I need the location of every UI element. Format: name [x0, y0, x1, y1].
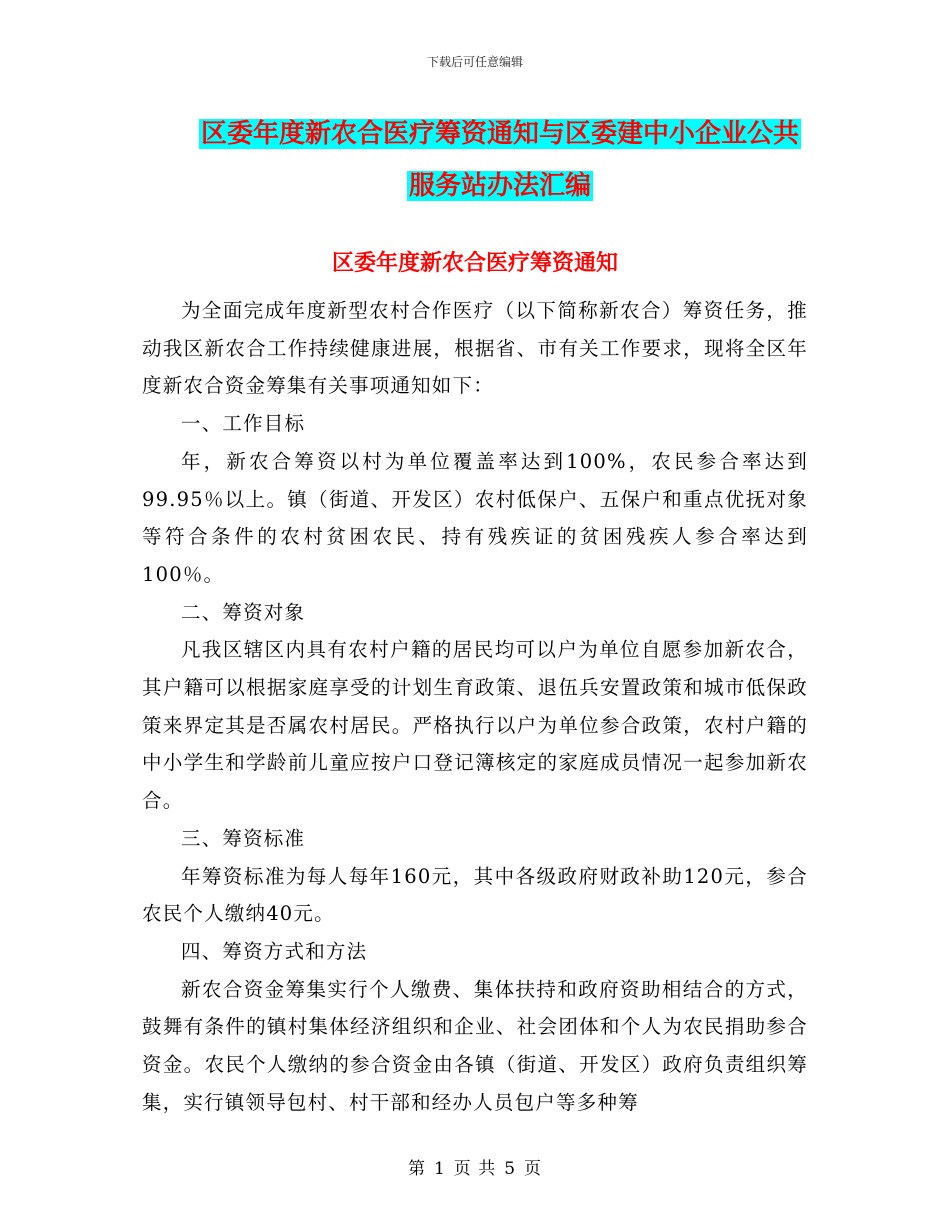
document-title: [180, 108, 820, 212]
page-label-suffix: 页: [524, 1159, 543, 1179]
document-body: [142, 292, 808, 1121]
paragraph-heading: 三、筹资标准: [181, 826, 306, 850]
paragraph: 凡我区辖区内具有农村户籍的居民均可以户为单位自愿参加新农合，其户籍可以根据家庭享受的计划生育政策、退伍兵安置政策和城市低保政策来界定其是否属农村居民。严格执行以户为单位参合政策，农村户籍的中小学生和学龄前儿童应按户口登记簿核定的家庭成员情况一起参加新农合。: [142, 638, 808, 813]
document-title-line-1: 区委年度新农合医疗筹资通知与区委建中小企业公共: [200, 119, 799, 149]
page-footer: [0, 1154, 950, 1179]
paragraph-heading: 四、筹资方式和方法: [181, 939, 368, 963]
paragraph: 年，新农合筹资以村为单位覆盖率达到100%，农民参合率达到99.95％以上。镇（街道、开发区）农村低保户、五保户和重点优抚对象等符合条件的农村贫困农民、持有残疾证的贫困残疾人参合率达到100％。: [142, 449, 808, 586]
page-number: 1: [433, 1159, 446, 1179]
page-label-mid: 页 共: [453, 1159, 497, 1179]
page-label-prefix: 第: [407, 1159, 426, 1179]
section-title: 区委年度新农合医疗筹资通知: [331, 251, 618, 276]
paragraph-heading: 一、工作目标: [181, 412, 306, 436]
document-title-line-2: 服务站办法汇编: [408, 171, 591, 201]
header-note: 下载后可任意编辑: [426, 55, 523, 69]
paragraph: 为全面完成年度新型农村合作医疗（以下简称新农合）筹资任务，推动我区新农合工作持续健康进展，根据省、市有关工作要求，现将全区年度新农合资金筹集有关事项通知如下：: [142, 299, 808, 398]
total-pages: 5: [504, 1159, 517, 1179]
paragraph: 新农合资金筹集实行个人缴费、集体扶持和政府资助相结合的方式，鼓舞有条件的镇村集体经济组织和企业、社会团体和个人为农民捐助参合资金。农民个人缴纳的参合资金由各镇（街道、开发区）政府负责组织筹集，实行镇领导包村、村干部和经办人员包户等多种筹: [142, 977, 808, 1114]
paragraph-heading: 二、筹资对象: [181, 600, 306, 624]
paragraph: 年筹资标准为每人每年160元，其中各级政府财政补助120元，参合农民个人缴纳40元。: [142, 864, 808, 926]
